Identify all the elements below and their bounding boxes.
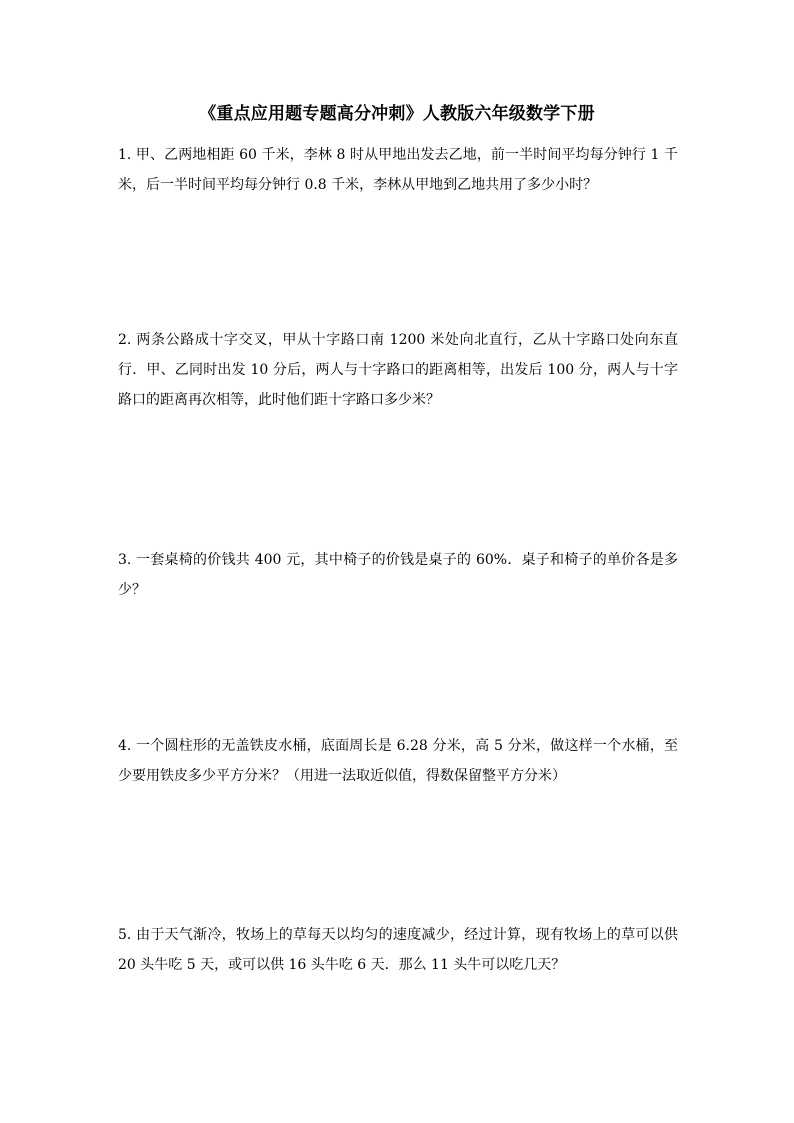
question-1: 1. 甲、乙两地相距 60 千米，李林 8 时从甲地出发去乙地，前一半时间平均每分钟行 1 千米，后一半时间平均每分钟行 0.8 千米，李林从甲地到乙地共用了多少小时？ [118, 147, 678, 193]
question-2: 2. 两条公路成十字交叉，甲从十字路口南 1200 米处向北直行，乙从十字路口处向东直行．甲、乙同时出发 10 分后，两人与十字路口的距离相等，出发后 100 分，两人与十字路口的距离再次相等，此时他们距十字路口多少米？ [118, 332, 678, 408]
page-title: 《重点应用题专题高分冲刺》人教版六年级数学下册 [199, 104, 595, 124]
question-5: 5. 由于天气渐冷，牧场上的草每天以均匀的速度减少，经过计算，现有牧场上的草可以供 20 头牛吃 5 天，或可以供 16 头牛吃 6 天．那么 11 头牛可以吃几天？ [118, 927, 678, 973]
question-3: 3. 一套桌椅的价钱共 400 元，其中椅子的价钱是桌子的 60%．桌子和椅子的单价各是多少？ [118, 552, 678, 598]
question-4: 4. 一个圆柱形的无盖铁皮水桶，底面周长是 6.28 分米，高 5 分米，做这样一个水桶，至少要用铁皮多少平方分米？（用进一法取近似值，得数保留整平方分米） [118, 738, 678, 784]
